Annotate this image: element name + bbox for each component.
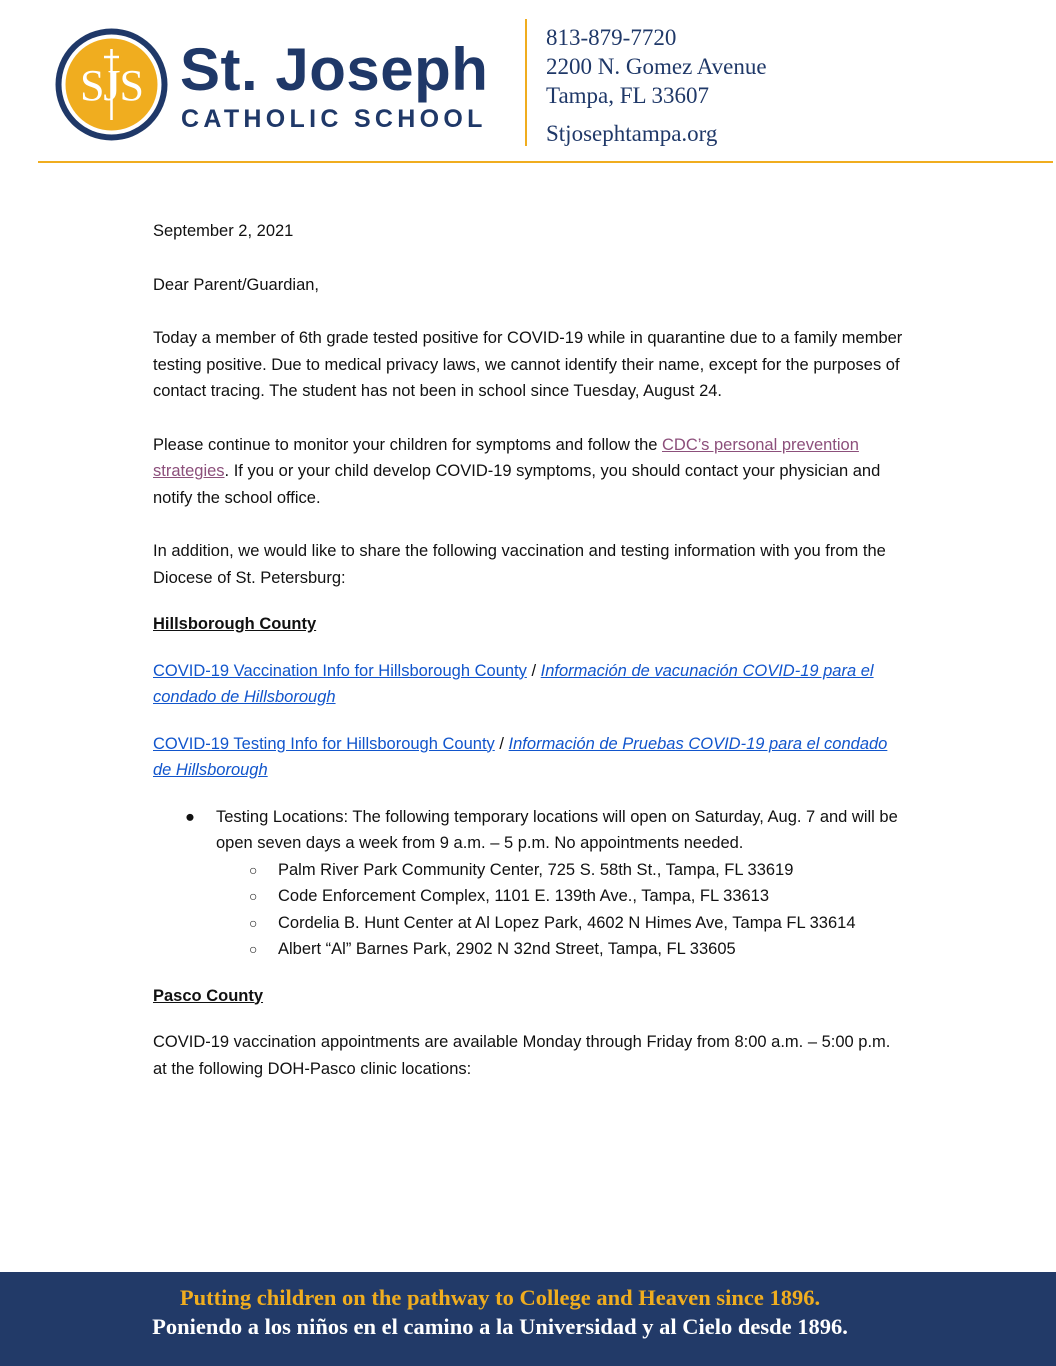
testing-location-list xyxy=(216,857,903,963)
circle-bullet-icon: ○ xyxy=(249,888,258,904)
footer-banner xyxy=(0,1272,1056,1366)
school-seal-logo xyxy=(54,27,169,142)
paragraph-pasco: COVID-19 vaccination appointments are available Monday through Friday from 8:00 a.m. – 5:00 p.m. at the following DOH-Pasco clinic locations: xyxy=(153,1033,891,1078)
circle-bullet-icon: ○ xyxy=(249,941,258,957)
pasco-heading: Pasco County xyxy=(153,986,264,1005)
paragraph-covid-notice: Today a member of 6th grade tested positive for COVID-19 while in quarantine due to a family member testing positive. Due to medical privacy laws, we cannot identify their name, except for the purposes of contact tracing. The student has not been in school since Tuesday, August 24. xyxy=(153,329,903,400)
footer-motto-spanish: Poniendo a los niños en el camino a la Universidad y al Cielo desde 1896. xyxy=(152,1314,848,1339)
letterhead xyxy=(0,0,1056,164)
letter-date: September 2, 2021 xyxy=(153,222,294,240)
paragraph-monitor xyxy=(153,432,903,512)
list-item xyxy=(216,883,903,910)
testing-info-link-es[interactable]: Información de Pruebas COVID-19 para el condado de Hillsborough xyxy=(153,734,888,779)
paragraph-diocese-info: In addition, we would like to share the following vaccination and testing information with you from the Diocese of St. Petersburg: xyxy=(153,542,886,587)
vaccination-info-link-en[interactable]: COVID-19 Vaccination Info for Hillsborough County xyxy=(153,661,527,680)
testing-list xyxy=(153,804,903,963)
vaccination-info-link-es[interactable]: Información de vacunación COVID-19 para el condado de Hillsborough xyxy=(153,661,874,706)
letter-body xyxy=(153,218,903,1082)
testing-location-name: Code Enforcement Complex, 1101 E. 139th Ave., Tampa, FL 33613 xyxy=(278,887,770,905)
list-item-testing-locations xyxy=(153,804,903,963)
testing-location-name: Palm River Park Community Center, 725 S. 58th St., Tampa, FL 33619 xyxy=(278,860,794,879)
circle-bullet-icon: ○ xyxy=(249,861,258,878)
letterhead-divider xyxy=(525,19,527,146)
seal-monogram: SJS xyxy=(79,61,144,110)
testing-links xyxy=(153,731,903,784)
footer-motto-english: Putting children on the pathway to College and Heaven since 1896. xyxy=(179,1285,821,1310)
testing-location-name: Albert “Al” Barnes Park, 2902 N 32nd Street, Tampa, FL 33605 xyxy=(278,940,736,958)
letter-greeting: Dear Parent/Guardian, xyxy=(153,275,320,294)
link-separator: / xyxy=(494,734,509,753)
paragraph-monitor-text-2: . If you or your child develop COVID-19 symptoms, you should contact your physician and notify the school office. xyxy=(153,462,881,507)
school-website[interactable]: Stjosephtampa.org xyxy=(546,121,718,146)
list-item xyxy=(216,936,903,963)
circle-bullet-icon: ○ xyxy=(249,914,258,931)
testing-location-name: Cordelia B. Hunt Center at Al Lopez Park, 4602 N Himes Ave, Tampa FL 33614 xyxy=(278,913,856,932)
school-subtitle: CATHOLIC SCHOOL xyxy=(181,105,487,133)
hillsborough-heading: Hillsborough County xyxy=(153,615,317,633)
letterhead-rule xyxy=(38,161,1053,163)
school-name: St. Joseph xyxy=(180,36,489,103)
vaccination-links xyxy=(153,658,903,711)
school-phone: 813-879-7720 xyxy=(546,25,677,50)
school-city: Tampa, FL 33607 xyxy=(546,83,709,108)
link-separator: / xyxy=(526,661,541,680)
bullet-icon: ● xyxy=(185,807,195,826)
cdc-prevention-link[interactable]: CDC’s personal prevention strategies xyxy=(153,435,859,480)
testing-locations-text: Testing Locations: The following temporary locations will open on Saturday, Aug. 7 and will be open seven days a week from 9 a.m. – 5 p.m. No appointments needed. xyxy=(216,807,898,852)
list-item xyxy=(216,857,903,884)
list-item xyxy=(216,910,903,937)
paragraph-monitor-text-1: Please continue to monitor your children for symptoms and follow the xyxy=(153,435,663,454)
school-street: 2200 N. Gomez Avenue xyxy=(546,54,767,79)
testing-info-link-en[interactable]: COVID-19 Testing Info for Hillsborough County xyxy=(153,734,495,753)
